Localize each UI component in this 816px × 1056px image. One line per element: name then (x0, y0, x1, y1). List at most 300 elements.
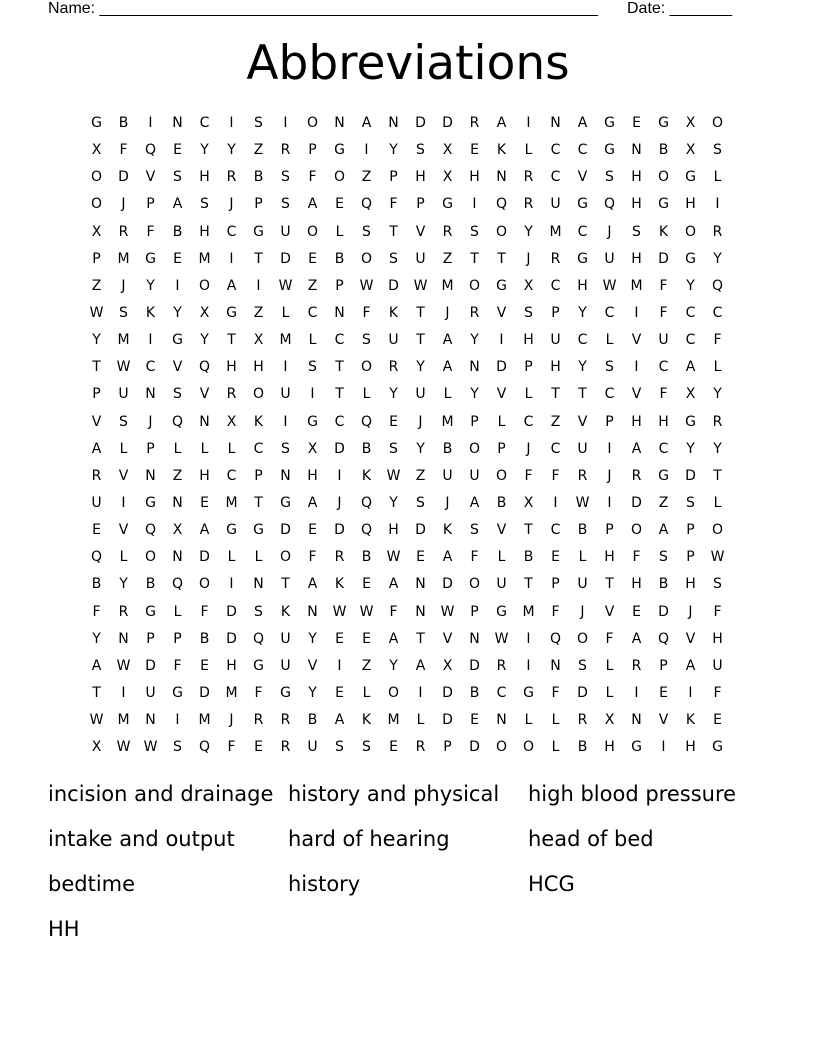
grid-letter: J (148, 413, 153, 430)
grid-letter: W (359, 603, 374, 620)
grid-letter: D (280, 522, 291, 539)
grid-letter: L (578, 549, 587, 566)
grid-letter: F (146, 223, 155, 240)
grid-letter: N (550, 657, 561, 674)
grid-letter: D (415, 522, 426, 539)
grid-letter: U (496, 576, 507, 593)
grid-letter: K (442, 522, 453, 539)
grid-letter: S (389, 250, 398, 267)
grid-letter: D (280, 250, 291, 267)
grid-letter: F (389, 603, 398, 620)
grid-letter: O (711, 522, 724, 539)
grid-letter: L (416, 712, 425, 729)
grid-letter: B (469, 684, 480, 701)
grid-letter: P (146, 440, 155, 457)
grid-letter: P (254, 467, 263, 484)
grid-letter: C (604, 386, 615, 403)
grid-letter: T (389, 223, 398, 240)
grid-letter: H (685, 576, 696, 593)
grid-letter: L (443, 386, 452, 403)
grid-letter: W (602, 277, 617, 294)
grid-letter: X (91, 223, 102, 240)
grid-letter: A (631, 440, 642, 457)
grid-letter: G (226, 522, 237, 539)
grid-letter: P (470, 413, 479, 430)
grid-letter: O (522, 739, 535, 756)
grid-letter: G (145, 250, 156, 267)
grid-letter: L (173, 603, 182, 620)
grid-letter: T (416, 332, 425, 349)
grid-letter: Y (713, 440, 722, 457)
grid-letter: V (145, 169, 156, 186)
grid-letter: M (198, 250, 211, 267)
grid-letter: L (497, 413, 506, 430)
grid-letter: C (523, 413, 534, 430)
grid-letter: A (496, 115, 507, 131)
grid-letter: I (364, 142, 369, 159)
grid-letter: E (632, 115, 641, 131)
grid-letter: Q (171, 413, 184, 430)
grid-letter: Q (360, 494, 373, 511)
grid-letter: T (254, 494, 263, 511)
grid-letter: G (523, 684, 534, 701)
grid-letter: F (389, 196, 398, 213)
word-list-item: history (288, 872, 361, 896)
grid-letter: H (658, 413, 669, 430)
grid-letter: B (118, 115, 129, 131)
grid-letter: F (551, 603, 560, 620)
grid-letter: B (496, 494, 507, 511)
grid-letter: C (334, 332, 345, 349)
grid-letter: N (172, 549, 183, 566)
grid-letter: E (173, 142, 182, 159)
grid-letter: N (469, 359, 480, 376)
grid-letter: K (658, 223, 669, 240)
grid-letter: O (360, 359, 373, 376)
grid-letter: B (658, 142, 669, 159)
grid-letter: A (307, 576, 318, 593)
grid-letter: C (307, 304, 318, 321)
word-list-item: high blood pressure (528, 782, 737, 806)
grid-letter: N (631, 142, 642, 159)
grid-letter: J (688, 603, 693, 620)
grid-letter: J (121, 277, 126, 294)
grid-letter: E (308, 522, 317, 539)
grid-letter: G (658, 196, 669, 213)
grid-letter: C (226, 467, 237, 484)
grid-letter: R (523, 196, 534, 213)
grid-letter: S (605, 169, 614, 186)
grid-letter: H (631, 169, 642, 186)
grid-letter: U (577, 576, 588, 593)
grid-letter: L (362, 386, 371, 403)
grid-letter: L (605, 684, 614, 701)
grid-letter: D (388, 277, 399, 294)
grid-letter: C (226, 223, 237, 240)
grid-letter: W (386, 467, 401, 484)
grid-letter: Q (144, 142, 157, 159)
grid-letter: N (334, 115, 345, 131)
grid-letter: S (362, 332, 371, 349)
grid-letter: F (119, 142, 128, 159)
grid-letter: U (604, 250, 615, 267)
grid-letter: G (253, 223, 264, 240)
grid-letter: A (442, 549, 453, 566)
grid-letter: T (713, 467, 722, 484)
grid-letter: K (361, 712, 372, 729)
grid-letter: G (604, 115, 615, 131)
grid-letter: I (337, 467, 342, 484)
grid-letter: R (496, 657, 507, 674)
grid-letter: A (442, 359, 453, 376)
grid-letter: Y (146, 277, 155, 294)
grid-letter: H (388, 522, 399, 539)
grid-letter: N (280, 467, 291, 484)
grid-letter: E (470, 142, 479, 159)
grid-letter: Y (227, 142, 236, 159)
grid-letter: Y (200, 142, 209, 159)
grid-letter: T (578, 386, 587, 403)
grid-letter: O (495, 223, 508, 240)
grid-letter: D (631, 494, 642, 511)
grid-letter: I (283, 115, 288, 131)
grid-letter: E (470, 712, 479, 729)
grid-letter: X (685, 142, 696, 159)
grid-letter: G (226, 304, 237, 321)
grid-letter: I (121, 684, 126, 701)
grid-letter: H (631, 413, 642, 430)
grid-letter: S (308, 359, 317, 376)
grid-letter: S (200, 196, 209, 213)
grid-letter: G (334, 142, 345, 159)
grid-letter: N (145, 467, 156, 484)
grid-letter: Y (200, 332, 209, 349)
grid-letter: I (634, 304, 639, 321)
grid-letter: Q (711, 277, 724, 294)
grid-letter: R (280, 712, 291, 729)
grid-letter: W (332, 603, 347, 620)
word-list-item: history and physical (288, 782, 500, 806)
grid-letter: O (333, 169, 346, 186)
grid-letter: G (91, 115, 102, 131)
grid-letter: B (334, 250, 345, 267)
grid-letter: H (685, 196, 696, 213)
grid-letter: R (226, 386, 237, 403)
grid-letter: J (445, 494, 450, 511)
grid-letter: I (229, 576, 234, 593)
word-list-item: HH (48, 917, 80, 941)
grid-letter: J (607, 467, 612, 484)
grid-letter: V (199, 386, 210, 403)
grid-letter: I (418, 684, 423, 701)
grid-letter: U (415, 250, 426, 267)
word-list-item: head of bed (528, 827, 654, 851)
grid-letter: Z (172, 467, 183, 484)
grid-letter: P (416, 196, 425, 213)
grid-letter: K (253, 413, 264, 430)
grid-letter: N (415, 603, 426, 620)
grid-letter: O (495, 467, 508, 484)
grid-letter: X (253, 332, 264, 349)
grid-letter: B (253, 169, 264, 186)
grid-letter: I (283, 359, 288, 376)
grid-letter: A (226, 277, 237, 294)
grid-letter: D (145, 657, 156, 674)
grid-letter: D (469, 739, 480, 756)
grid-letter: S (119, 304, 128, 321)
grid-letter: J (526, 250, 531, 267)
grid-letter: B (577, 739, 588, 756)
grid-letter: S (713, 576, 722, 593)
grid-letter: K (334, 576, 345, 593)
grid-letter: I (688, 684, 693, 701)
grid-letter: A (388, 576, 399, 593)
grid-letter: Q (198, 739, 211, 756)
grid-letter: C (334, 413, 345, 430)
grid-letter: H (199, 169, 210, 186)
grid-letter: F (632, 549, 641, 566)
grid-letter: P (605, 413, 614, 430)
grid-letter: L (551, 712, 560, 729)
grid-letter: W (278, 277, 293, 294)
grid-letter: R (577, 467, 588, 484)
grid-letter: K (685, 712, 696, 729)
grid-letter: T (497, 250, 506, 267)
grid-letter: O (468, 440, 481, 457)
grid-letter: P (497, 440, 506, 457)
grid-letter: D (442, 684, 453, 701)
grid-letter: D (334, 522, 345, 539)
grid-letter: Q (198, 359, 211, 376)
grid-letter: R (550, 250, 561, 267)
grid-letter: L (173, 440, 182, 457)
grid-letter: W (116, 739, 131, 756)
date-field-label: Date: _______ (627, 0, 732, 17)
grid-letter: U (442, 467, 453, 484)
grid-letter: R (469, 304, 480, 321)
grid-letter: S (416, 142, 425, 159)
grid-letter: S (524, 304, 533, 321)
grid-letter: M (117, 332, 130, 349)
grid-letter: D (658, 250, 669, 267)
grid-letter: J (526, 440, 531, 457)
grid-letter: K (496, 142, 507, 159)
grid-letter: V (631, 332, 642, 349)
grid-letter: Y (713, 386, 722, 403)
grid-letter: I (553, 494, 558, 511)
grid-letter: I (229, 115, 234, 131)
name-field-label: Name: ________________________________________________________ (48, 0, 598, 17)
grid-letter: Y (713, 250, 722, 267)
grid-letter: Y (308, 630, 317, 647)
grid-letter: J (337, 494, 342, 511)
grid-letter: Y (92, 630, 101, 647)
grid-letter: X (442, 142, 453, 159)
grid-letter: R (631, 467, 642, 484)
grid-letter: U (91, 494, 102, 511)
grid-letter: S (605, 359, 614, 376)
grid-letter: D (334, 440, 345, 457)
grid-letter: E (200, 657, 209, 674)
grid-letter: R (415, 739, 426, 756)
grid-letter: X (172, 522, 183, 539)
grid-letter: E (362, 576, 371, 593)
grid-letter: S (281, 196, 290, 213)
grid-letter: N (550, 115, 561, 131)
grid-letter: L (605, 657, 614, 674)
grid-letter: R (253, 712, 264, 729)
grid-letter: Z (307, 277, 318, 294)
grid-letter: T (254, 250, 263, 267)
grid-letter: X (307, 440, 318, 457)
grid-letter: N (199, 413, 210, 430)
grid-letter: Y (389, 386, 398, 403)
grid-letter: V (685, 630, 696, 647)
grid-letter: Q (495, 196, 508, 213)
letter-grid (83, 110, 731, 761)
grid-letter: A (91, 440, 102, 457)
grid-letter: Z (361, 169, 372, 186)
grid-letter: S (416, 494, 425, 511)
grid-letter: Y (470, 386, 479, 403)
grid-letter: M (279, 332, 292, 349)
grid-letter: R (469, 115, 480, 131)
grid-letter: N (469, 630, 480, 647)
grid-letter: S (362, 223, 371, 240)
grid-letter: G (172, 332, 183, 349)
grid-letter: E (254, 739, 263, 756)
grid-letter: T (227, 332, 236, 349)
grid-letter: P (173, 630, 182, 647)
grid-letter: G (685, 169, 696, 186)
grid-letter: L (254, 549, 263, 566)
grid-letter: U (280, 223, 291, 240)
word-list-item: bedtime (48, 872, 136, 896)
grid-letter: V (172, 359, 183, 376)
grid-letter: Q (171, 576, 184, 593)
grid-letter: U (280, 657, 291, 674)
grid-letter: I (472, 196, 477, 213)
grid-letter: B (442, 440, 453, 457)
grid-letter: N (172, 115, 183, 131)
grid-letter: R (712, 223, 723, 240)
grid-letter: L (227, 440, 236, 457)
grid-letter: V (577, 413, 588, 430)
grid-letter: J (607, 223, 612, 240)
grid-letter: G (496, 603, 507, 620)
grid-letter: V (577, 169, 588, 186)
grid-letter: P (605, 522, 614, 539)
grid-letter: Y (524, 223, 533, 240)
grid-letter: X (523, 494, 534, 511)
grid-letter: Y (578, 304, 587, 321)
grid-letter: Y (389, 142, 398, 159)
grid-letter: T (335, 386, 344, 403)
grid-letter: U (550, 332, 561, 349)
grid-letter: O (711, 115, 724, 131)
grid-letter: D (226, 603, 237, 620)
grid-letter: O (684, 223, 697, 240)
grid-letter: B (145, 576, 156, 593)
grid-letter: M (117, 250, 130, 267)
grid-letter: H (685, 739, 696, 756)
grid-letter: G (577, 250, 588, 267)
grid-letter: A (631, 630, 642, 647)
grid-letter: O (252, 386, 265, 403)
grid-letter: Q (549, 630, 562, 647)
grid-letter: O (495, 739, 508, 756)
grid-letter: Y (416, 440, 425, 457)
grid-letter: O (576, 630, 589, 647)
grid-letter: C (550, 169, 561, 186)
grid-letter: W (89, 304, 104, 321)
grid-letter: E (308, 250, 317, 267)
grid-letter: Y (470, 332, 479, 349)
grid-letter: A (577, 115, 588, 131)
grid-letter: I (310, 386, 315, 403)
grid-letter: H (415, 169, 426, 186)
grid-letter: S (254, 603, 263, 620)
grid-letter: H (199, 467, 210, 484)
grid-letter: E (173, 250, 182, 267)
grid-letter: W (494, 630, 509, 647)
grid-letter: X (685, 115, 696, 131)
grid-letter: L (362, 684, 371, 701)
page-title: Abbreviations (246, 36, 570, 91)
grid-letter: P (254, 196, 263, 213)
grid-letter: X (91, 142, 102, 159)
grid-letter: U (145, 684, 156, 701)
grid-letter: I (499, 332, 504, 349)
grid-letter: D (226, 630, 237, 647)
grid-letter: V (307, 657, 318, 674)
grid-letter: E (389, 413, 398, 430)
grid-letter: V (118, 467, 129, 484)
grid-letter: C (604, 304, 615, 321)
grid-letter: I (337, 657, 342, 674)
grid-letter: I (661, 739, 666, 756)
grid-letter: C (658, 359, 669, 376)
grid-letter: D (199, 549, 210, 566)
grid-letter: U (388, 332, 399, 349)
grid-letter: V (118, 522, 129, 539)
grid-letter: F (659, 386, 668, 403)
grid-letter: E (416, 549, 425, 566)
grid-letter: K (280, 603, 291, 620)
grid-letter: M (441, 277, 454, 294)
grid-letter: G (658, 115, 669, 131)
grid-letter: U (280, 386, 291, 403)
grid-letter: C (550, 142, 561, 159)
grid-letter: S (632, 223, 641, 240)
grid-letter: W (710, 549, 725, 566)
grid-letter: C (145, 359, 156, 376)
grid-letter: F (92, 603, 101, 620)
grid-letter: N (496, 712, 507, 729)
grid-letter: I (175, 712, 180, 729)
grid-letter: D (658, 603, 669, 620)
grid-letter: Z (415, 467, 426, 484)
grid-letter: R (442, 223, 453, 240)
grid-letter: G (172, 684, 183, 701)
grid-letter: A (658, 522, 669, 539)
grid-letter: H (199, 223, 210, 240)
grid-letter: G (496, 277, 507, 294)
grid-letter: D (442, 576, 453, 593)
grid-letter: J (580, 603, 585, 620)
grid-letter: T (335, 359, 344, 376)
grid-letter: Y (686, 440, 695, 457)
